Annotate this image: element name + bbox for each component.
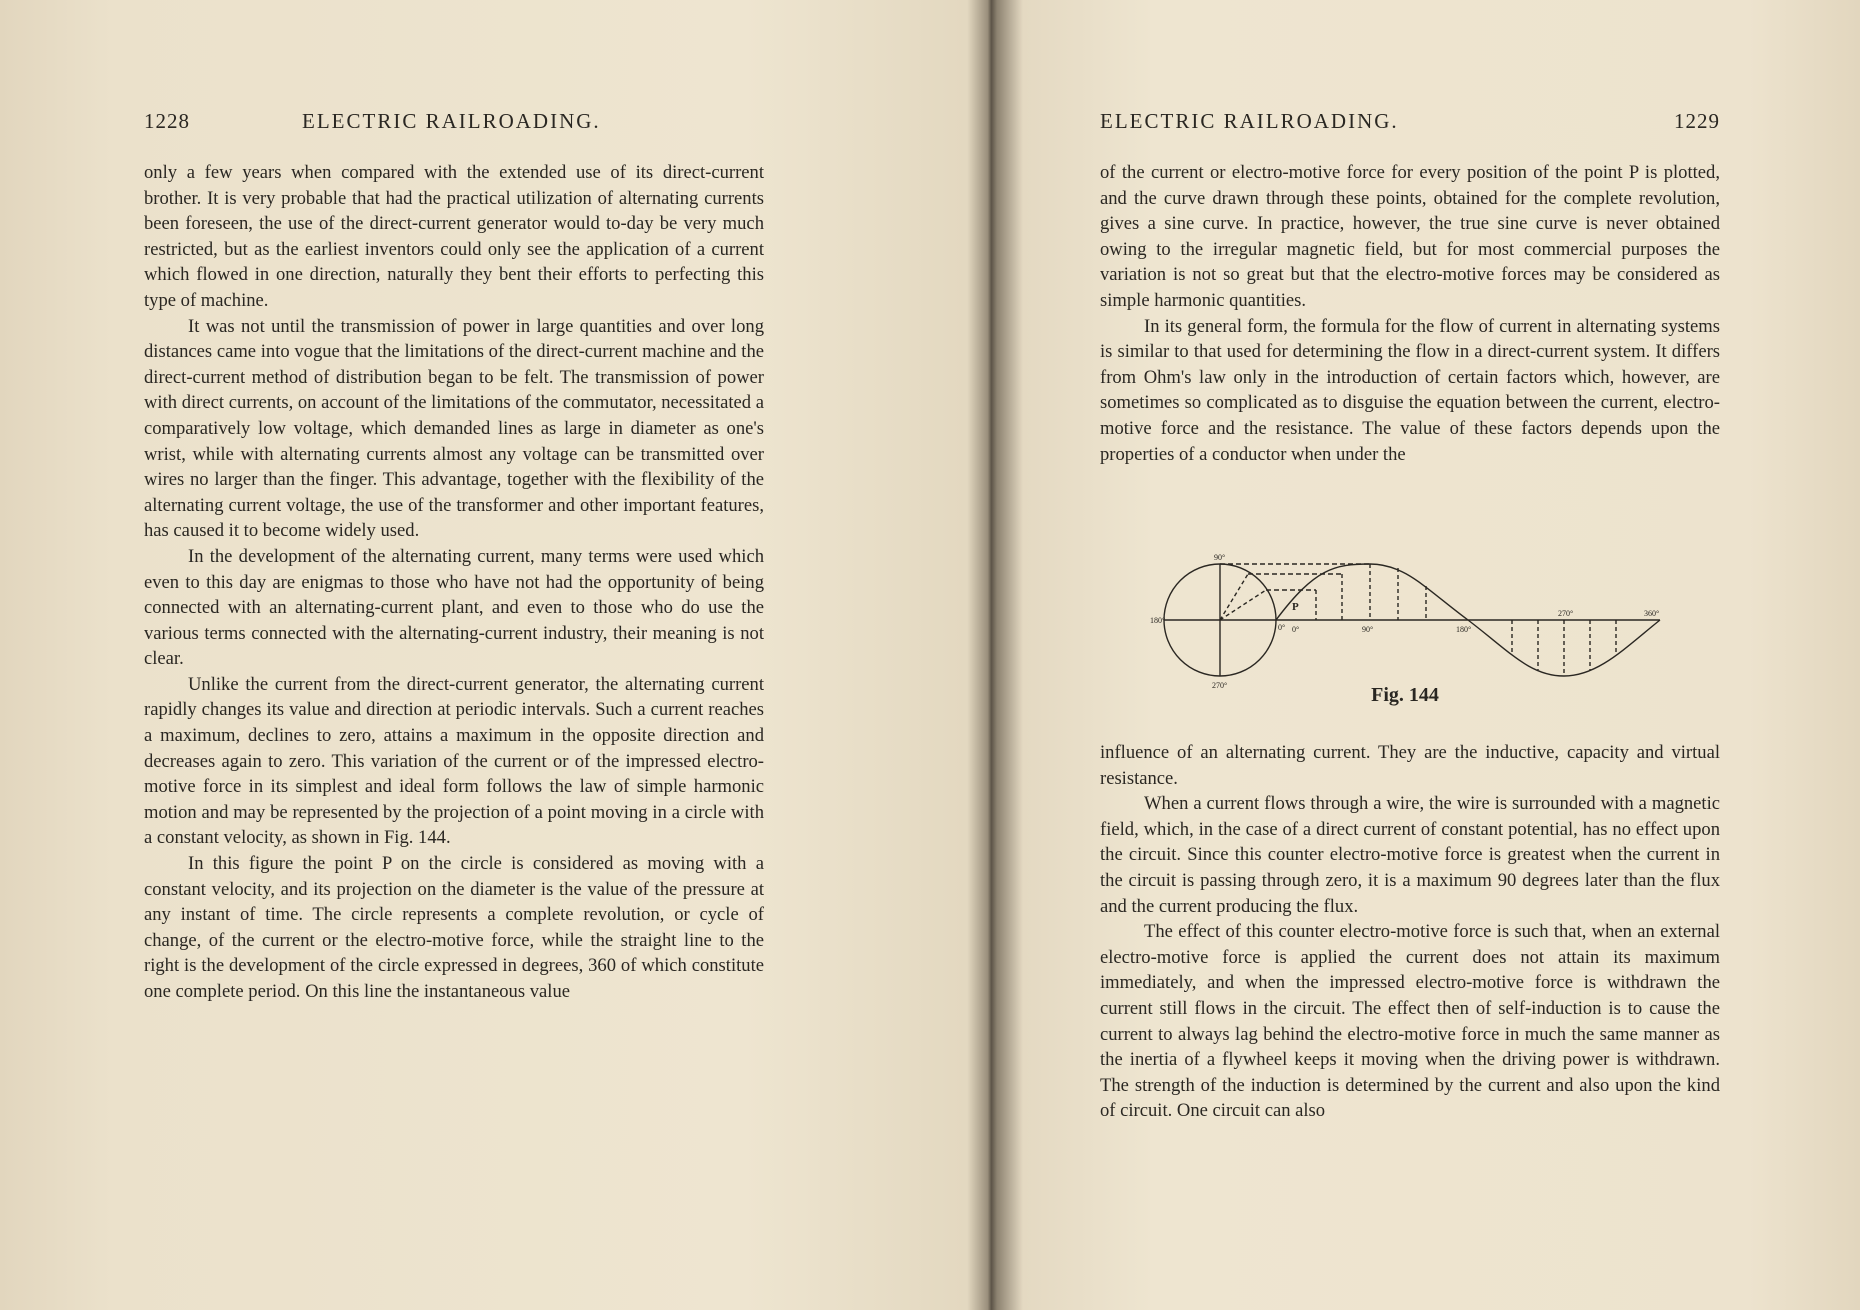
right-page-text-bottom: [1100, 740, 1720, 1124]
paragraph: only a few years when compared with the extended use of its direct-current brother. It is very probable that had the practical utilization of alternating currents been foreseen, the use of the direct-current generator would to-day be very much restricted, but as the earliest inventors could only see the application of a current which flowed in one direction, naturally they bent their efforts to perfecting this type of machine.: [144, 162, 764, 311]
label-180-circle: 180°: [1150, 616, 1166, 625]
paragraph: The effect of this counter electro-motive force is such that, when an external electro-motive force is applied the current does not attain its maximum immediately, and when the impressed electro-motive force is withdrawn the current still flows in the circuit. The effect then of self-induction is to cause the current to always lag behind the electro-motive force in much the same manner as the inertia of a flywheel keeps it moving when the driving power is withdrawn. The strength of the induction is determined by the current and also upon the kind of circuit. One circuit can also: [1100, 921, 1720, 1122]
label-axis-180: 180°: [1456, 625, 1472, 634]
paragraph: In its general form, the formula for the flow of current in alternating systems is similar to that used for determining the flow in a direct-current system. It differs from Ohm's law only in the introduction of certain factors which, however, are sometimes so complicated as to disguise the equation between the current, electro-motive force and the resistance. The value of these factors depends upon the properties of a conductor when under the: [1100, 315, 1720, 465]
paragraph: In this figure the point P on the circle is considered as moving with a constant velocity, and its projection on the diameter is the value of the pressure at any instant of time. The circle represents a complete revolution, or cycle of change, of the current or the electro-motive force, while the straight line to the right is the development of the circle expressed in degrees, 360 of which constitute one complete period. On this line the instantaneous value: [144, 853, 764, 1002]
label-axis-0: 0°: [1292, 625, 1300, 634]
left-running-head: ELECTRIC RAILROADING.: [302, 109, 601, 133]
left-page-text: [144, 160, 764, 1005]
left-page-number: 1228: [144, 109, 190, 133]
label-axis-270: 270°: [1558, 609, 1574, 618]
label-point-p: P: [1292, 601, 1299, 613]
figure-144: [1120, 548, 1690, 718]
left-page-header: [144, 106, 764, 136]
paragraph: In the development of the alternating current, many terms were used which even to this day are enigmas to those who have not had the opportunity of being connected with an alternating-current plant, and even to those who do use the various terms connected with the alternating-current industry, their meaning is not clear.: [144, 545, 764, 670]
right-page-header: [1100, 106, 1720, 136]
paragraph: It was not until the transmission of power in large quantities and over long distances came into vogue that the limitations of the direct-current machine and the direct-current method of distribution began to be felt. The transmission of power with direct currents, on account of the limitations of the commutator, necessitated a comparatively low voltage, which demanded lines as large in diameter as one's wrist, while with alternating currents almost any voltage can be transmitted over wires no larger than the finger. This advantage, together with the flexibility of the alternating current voltage, the use of the transformer and other important features, has caused it to become widely used.: [144, 315, 764, 542]
label-axis-90: 90°: [1362, 625, 1374, 634]
right-page-text-top: [1100, 160, 1720, 467]
sine-wave-diagram: [1120, 548, 1690, 688]
right-running-head: ELECTRIC RAILROADING.: [1100, 109, 1399, 133]
label-0-circle: 0°: [1278, 623, 1286, 632]
label-270-circle: 270°: [1212, 681, 1228, 688]
paragraph: When a current flows through a wire, the wire is surrounded with a magnetic field, which, in the case of a direct current of constant potential, has no effect upon the circuit. Since this counter electro-motive force is greatest when the current in the circuit is passing through zero, it is a maximum 90 degrees later than the flux and the current producing the flux.: [1100, 793, 1720, 917]
figure-caption: Fig. 144: [1371, 684, 1439, 706]
radius-to-p: [1220, 590, 1266, 620]
right-page: [942, 0, 1860, 1310]
radius-dashed: [1220, 574, 1248, 620]
label-90-circle: 90°: [1214, 553, 1226, 562]
right-page-number: 1229: [1674, 109, 1720, 133]
paragraph: of the current or electro-motive force for every position of the point P is plotted, and the curve drawn through these points, obtained for the complete revolution, gives a sine curve. In practice, however, the true sine curve is never obtained owing to the irregular magnetic field, but for most commercial purposes the variation is not so great but that the electro-motive forces may be considered as simple harmonic quantities.: [1100, 162, 1720, 311]
paragraph: influence of an alternating current. They are the inductive, capacity and virtual resistance.: [1100, 742, 1720, 789]
paragraph: Unlike the current from the direct-current generator, the alternating current rapidly changes its value and direction at periodic intervals. Such a current reaches a maximum, declines to zero, attains a maximum in the opposite direction and decreases again to zero. This variation of the current or of the impressed electro-motive force in its simplest and ideal form follows the law of simple harmonic motion and may be represented by the projection of a point moving in a circle with a constant velocity, as shown in Fig. 144.: [144, 673, 764, 849]
label-axis-360: 360°: [1644, 609, 1660, 618]
